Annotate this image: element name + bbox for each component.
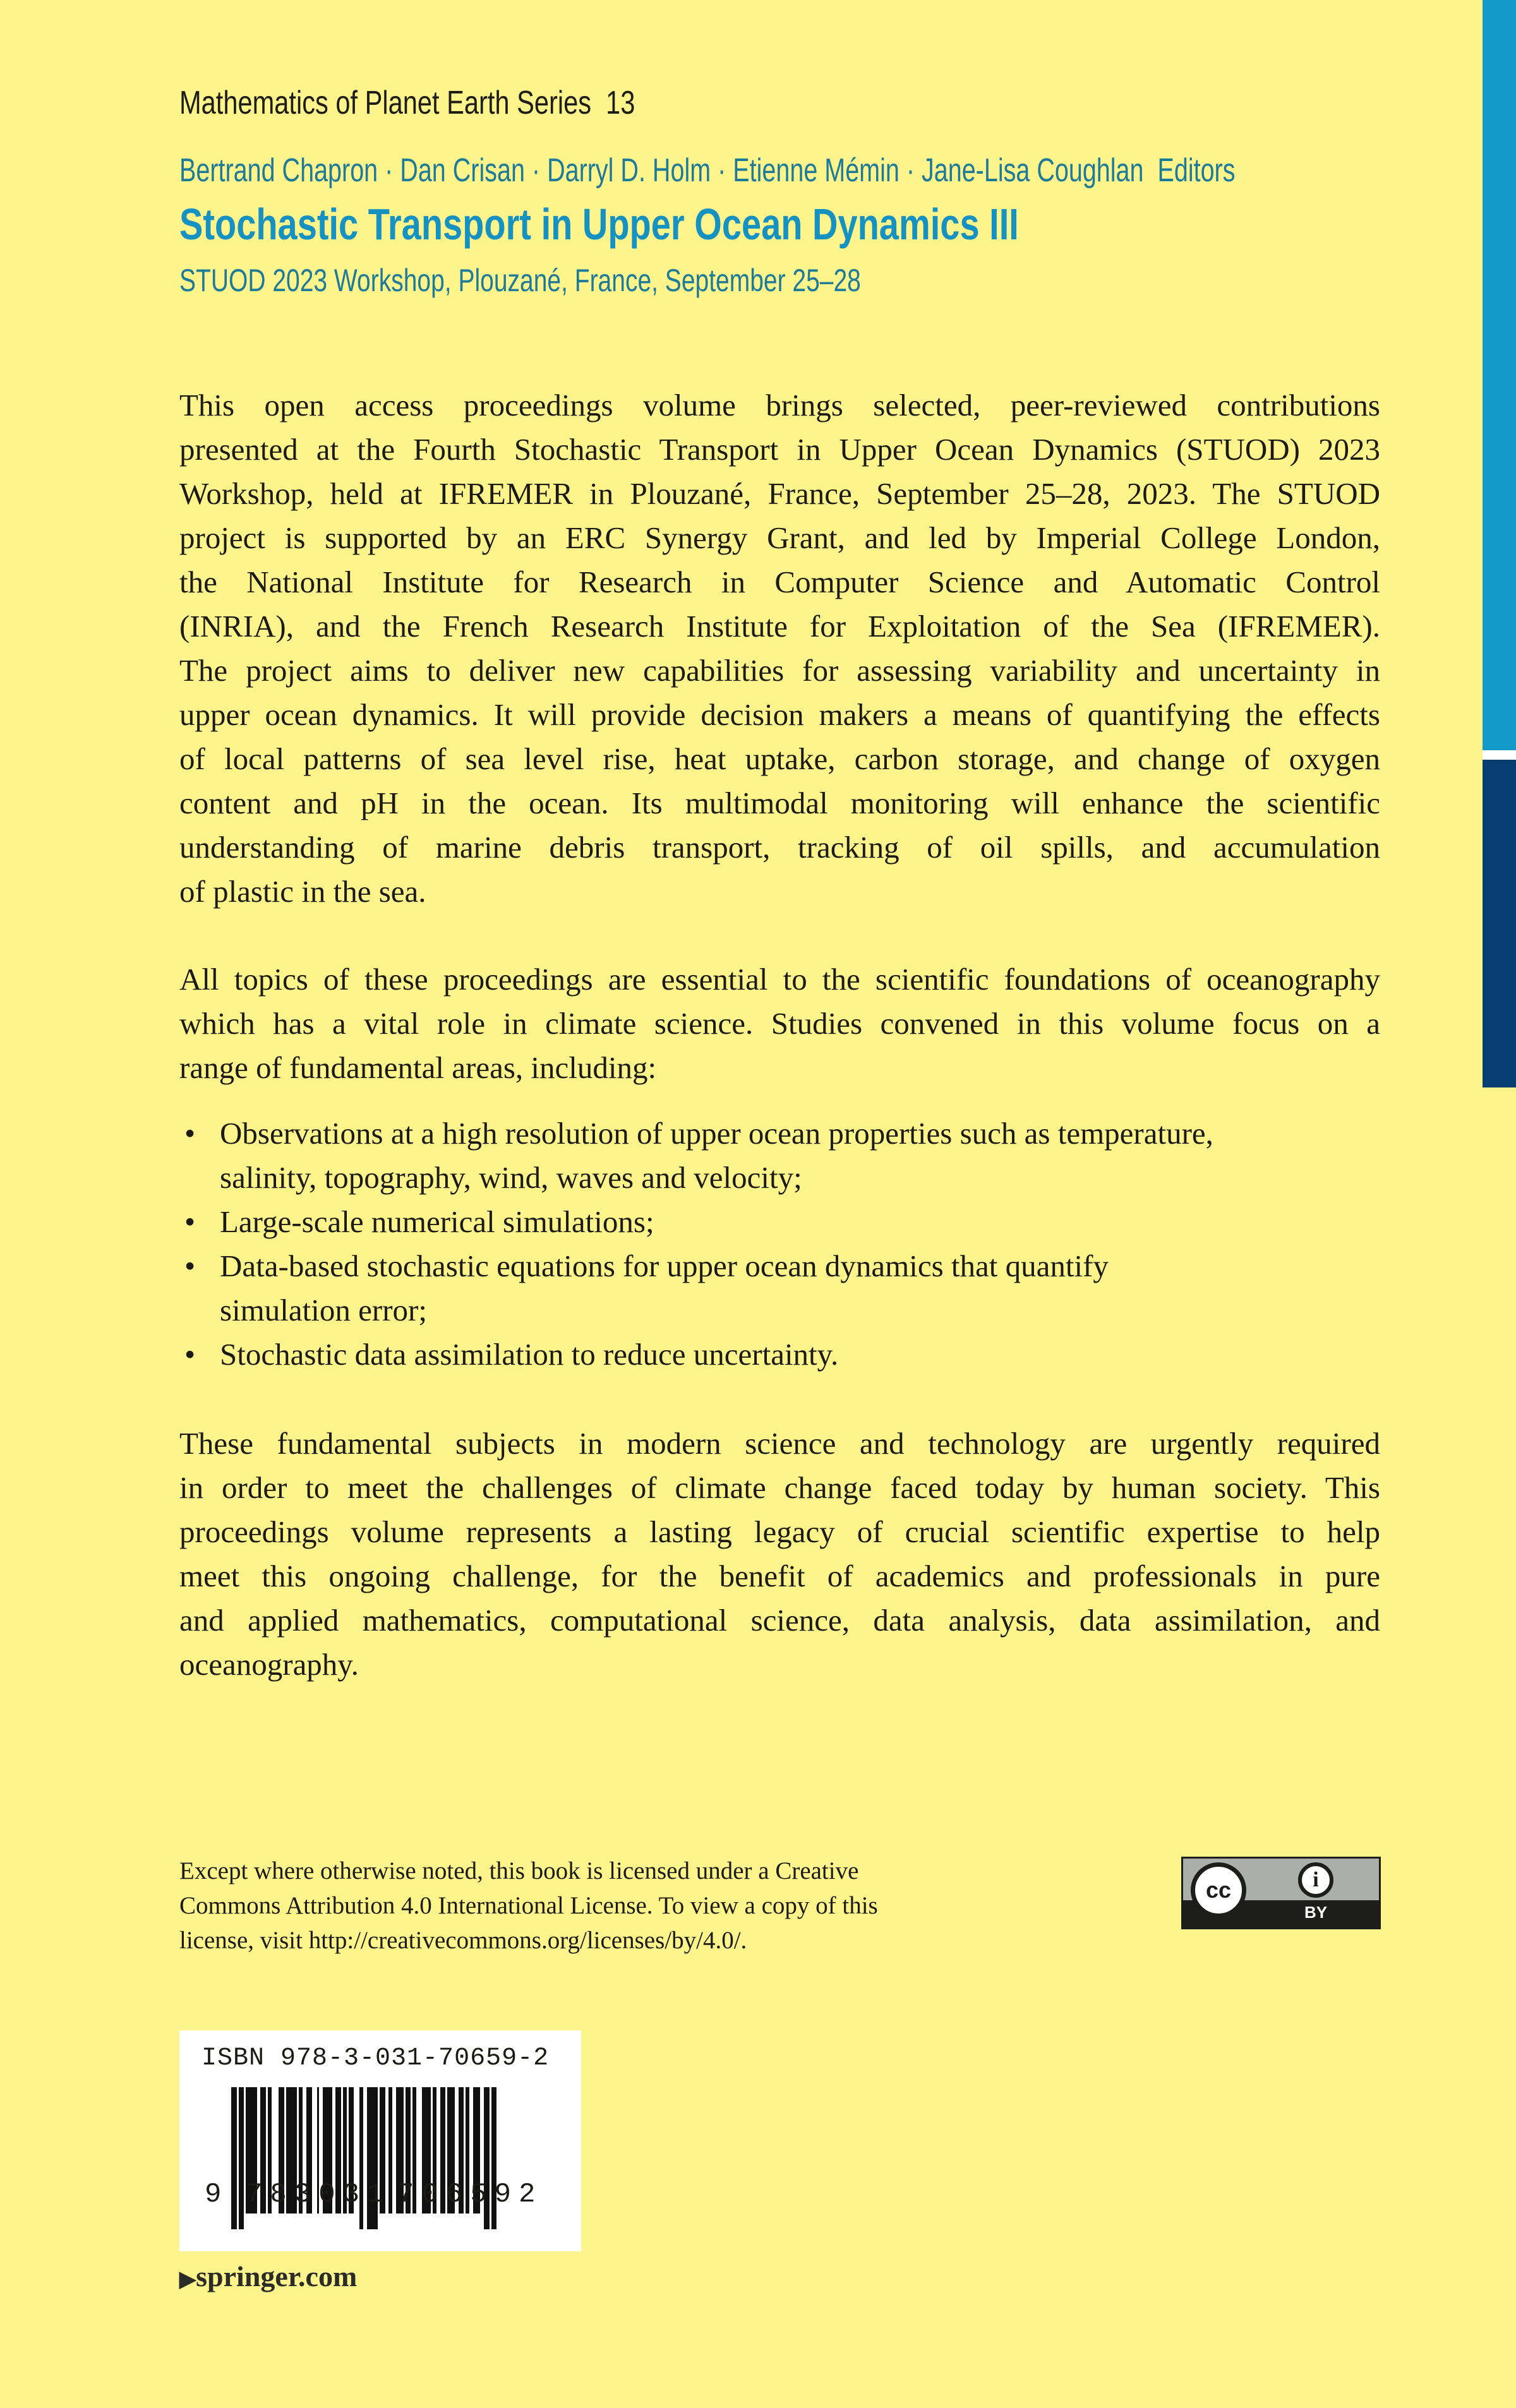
- license-notice: [179, 1854, 1001, 1958]
- text-line: upper ocean dynamics. It will provide decision makers a means of quantifying the effects: [179, 697, 1380, 732]
- bullet-icon: •: [184, 1204, 196, 1239]
- bullet-icon: •: [184, 1337, 196, 1372]
- list-item-line: simulation error;: [220, 1293, 427, 1327]
- spine-strip-light: [1483, 0, 1516, 750]
- isbn-text: ISBN 978-3-031-70659-2: [202, 2044, 550, 2073]
- text-line: content and pH in the ocean. Its multimodal monitoring will enhance the scientific: [179, 786, 1380, 820]
- arrow-right-icon: ▶: [179, 2268, 196, 2291]
- list-item-line: Stochastic data assimilation to reduce uncertainty.: [220, 1337, 839, 1372]
- topics-list: [179, 1111, 1380, 1377]
- text-line: Workshop, held at IFREMER in Plouzané, France, September 25–28, 2023. The STUOD: [179, 476, 1380, 511]
- spine-strip-gap: [1483, 750, 1516, 760]
- license-line: license, visit http://creativecommons.org/licenses/by/4.0/.: [179, 1927, 747, 1954]
- cc-by-badge: [1181, 1857, 1381, 1929]
- text-line: which has a vital role in climate science. Studies convened in this volume focus on a: [179, 1006, 1380, 1041]
- text-line: (INRIA), and the French Research Institute for Exploitation of the Sea (IFREMER).: [179, 609, 1380, 644]
- text-line: project is supported by an ERC Synergy Grant, and led by Imperial College London,: [179, 520, 1380, 555]
- book-subtitle: STUOD 2023 Workshop, Plouzané, France, September 25–28: [179, 263, 861, 298]
- text-line: understanding of marine debris transport, tracking of oil spills, and accumulation: [179, 830, 1380, 865]
- book-title: Stochastic Transport in Upper Ocean Dynamics III: [179, 200, 1019, 249]
- list-item: [179, 1333, 1380, 1377]
- barcode-digit-first: 9: [205, 2179, 222, 2210]
- text-line: All topics of these proceedings are essential to the scientific foundations of oceanography: [179, 962, 1380, 997]
- license-line: Commons Attribution 4.0 International License. To view a copy of this: [179, 1892, 878, 1919]
- barcode-digits-right: 706592: [397, 2179, 543, 2210]
- list-item: [179, 1244, 1380, 1333]
- text-line: oceanography.: [179, 1647, 359, 1682]
- list-item: [179, 1111, 1380, 1200]
- text-line: and applied mathematics, computational science, data analysis, data assimilation, and: [179, 1603, 1380, 1638]
- bullet-icon: •: [184, 1116, 196, 1151]
- text-line: of plastic in the sea.: [179, 874, 426, 909]
- description-paragraph-3: [179, 1422, 1380, 1687]
- text-line: the National Institute for Research in Computer Science and Automatic Control: [179, 565, 1380, 599]
- license-line: Except where otherwise noted, this book is licensed under a Creative: [179, 1857, 859, 1884]
- by-label: BY: [1304, 1903, 1328, 1922]
- description-paragraph-1: [179, 383, 1380, 914]
- text-line: proceedings volume represents a lasting legacy of crucial scientific expertise to help: [179, 1514, 1380, 1549]
- series-title: Mathematics of Planet Earth Series 13: [179, 85, 635, 121]
- attribution-icon: i: [1298, 1862, 1333, 1898]
- list-item-line: salinity, topography, wind, waves and velocity;: [220, 1160, 802, 1195]
- bullet-icon: •: [184, 1249, 196, 1283]
- text-line: This open access proceedings volume brings selected, peer-reviewed contributions: [179, 388, 1380, 422]
- barcode-bar: [239, 2087, 244, 2229]
- description-paragraph-2: [179, 957, 1380, 1090]
- editors-line: Bertrand Chapron · Dan Crisan · Darryl D. Holm · Etienne Mémin · Jane-Lisa Coughlan Editors: [179, 152, 1236, 189]
- list-item-line: Large-scale numerical simulations;: [220, 1204, 654, 1239]
- springer-link[interactable]: [179, 2260, 357, 2293]
- spine-strip-dark: [1483, 760, 1516, 1087]
- isbn-barcode: [179, 2030, 581, 2251]
- text-line: These fundamental subjects in modern science and technology are urgently required: [179, 1426, 1380, 1461]
- list-item: [179, 1200, 1380, 1244]
- list-item-line: Data-based stochastic equations for upper ocean dynamics that quantify: [220, 1249, 1109, 1283]
- list-item-line: Observations at a high resolution of upper ocean properties such as temperature,: [220, 1116, 1213, 1151]
- barcode-digits-left: 783031: [246, 2179, 392, 2210]
- text-line: presented at the Fourth Stochastic Transport in Upper Ocean Dynamics (STUOD) 2023: [179, 432, 1380, 467]
- text-line: The project aims to deliver new capabilities for assessing variability and uncertainty in: [179, 653, 1380, 688]
- cc-icon: cc: [1191, 1862, 1246, 1918]
- springer-link-text: springer.com: [196, 2260, 358, 2292]
- barcode-bar: [231, 2087, 237, 2229]
- text-line: meet this ongoing challenge, for the benefit of academics and professionals in pure: [179, 1559, 1380, 1593]
- text-line: of local patterns of sea level rise, heat uptake, carbon storage, and change of oxygen: [179, 741, 1380, 776]
- text-line: in order to meet the challenges of climate change faced today by human society. This: [179, 1470, 1380, 1505]
- text-line: range of fundamental areas, including:: [179, 1050, 657, 1085]
